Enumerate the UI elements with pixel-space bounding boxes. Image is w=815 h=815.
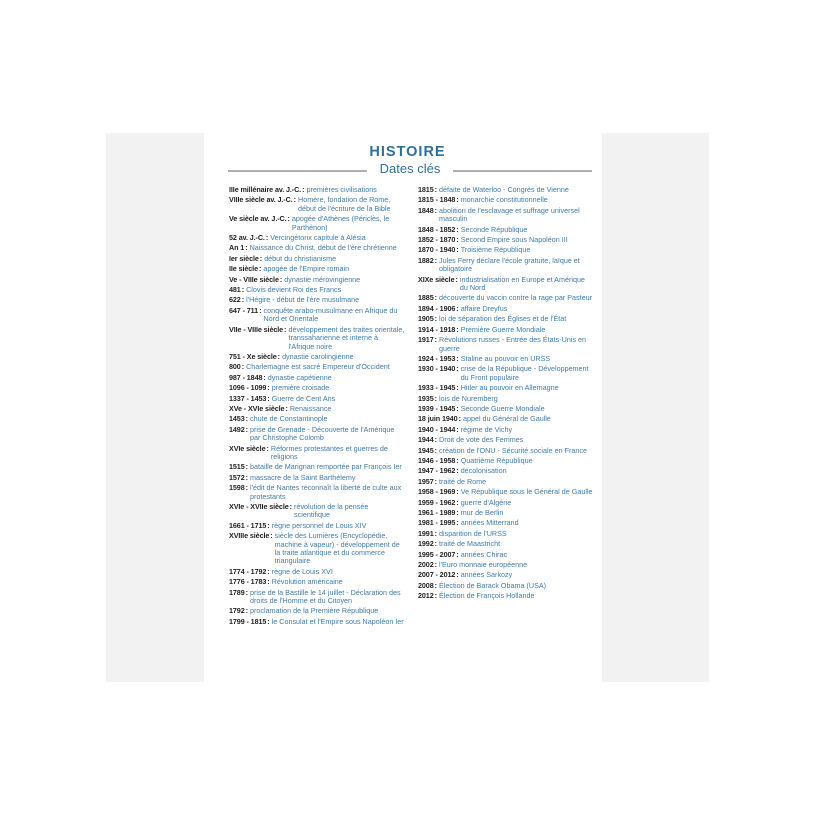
entry-separator: :	[456, 235, 459, 245]
entry-separator: :	[267, 393, 270, 403]
entry-description: Second Empire sous Napoléon III	[460, 235, 568, 245]
entry-separator: :	[266, 443, 269, 453]
entry-separator: :	[434, 539, 437, 549]
entry-date: 1492	[229, 424, 245, 434]
entry-separator: :	[277, 351, 281, 361]
entry-date: XVIe siècle	[229, 443, 266, 453]
entry-description: bataille de Marignan remportée par François Ier	[250, 462, 402, 472]
timeline-entry	[418, 246, 594, 254]
entry-description: affaire Dreyfus	[460, 303, 508, 313]
timeline-entry	[418, 207, 594, 224]
timeline-entry	[229, 522, 405, 530]
entry-separator: :	[456, 245, 459, 255]
entry-date: 1939 - 1945	[418, 403, 456, 413]
entry-date: 1957	[418, 476, 434, 486]
timeline-entry	[418, 276, 594, 293]
entry-separator: :	[434, 528, 437, 538]
entry-description: crise de la République - Développement du Front populaire	[460, 364, 589, 382]
entry-date: 1661 - 1715	[229, 520, 267, 530]
timeline-entry	[229, 255, 405, 263]
entry-separator: :	[434, 255, 437, 265]
entry-date: 1992	[418, 539, 434, 549]
timeline-entry	[229, 415, 405, 423]
entry-separator: :	[267, 520, 270, 530]
divider-right	[453, 170, 592, 172]
entry-description: appel du Général de Gaulle	[462, 414, 551, 424]
entry-description: traité de Maastricht	[439, 539, 501, 549]
timeline-entry	[229, 265, 405, 273]
timeline-entry	[418, 315, 594, 323]
entry-description: premières civilisations	[306, 185, 377, 194]
entry-description: première croisade	[271, 383, 330, 393]
entry-description: règne de Louis XVI	[271, 566, 333, 576]
entry-description: dynastie mérovingienne	[284, 274, 361, 284]
entry-date: 1981 - 1995	[418, 518, 456, 528]
entry-date: IIe siècle	[229, 264, 258, 274]
entry-date: 1598	[229, 483, 245, 493]
timeline-entry	[229, 384, 405, 392]
entry-separator: :	[458, 414, 461, 424]
timeline-entry	[418, 405, 594, 413]
entry-description: décolonisation	[460, 466, 507, 476]
timeline-entry	[229, 503, 405, 520]
entry-separator: :	[241, 285, 245, 295]
entry-separator: :	[245, 414, 248, 424]
timeline-entry	[418, 365, 594, 382]
entry-date: 1961 - 1989	[418, 508, 456, 517]
timeline-entry	[418, 561, 594, 569]
entry-description: découverte du vaccin contre la rage par Pasteur	[439, 293, 593, 303]
entry-description: création de l'ONU - Sécurité sociale en France	[439, 445, 587, 455]
timeline-entry	[229, 186, 405, 194]
entry-description: traité de Rome	[439, 476, 487, 486]
entry-date: 1945	[418, 445, 434, 455]
entry-date: 1885	[418, 293, 434, 303]
timeline-entry	[229, 363, 405, 371]
entry-description: l'Hégire - début de l'ère musulmane	[246, 295, 360, 305]
entry-separator: :	[456, 570, 459, 580]
entry-separator: :	[434, 580, 437, 590]
timeline-entry	[229, 578, 405, 586]
entry-date: 1453	[229, 414, 245, 424]
entry-separator: :	[434, 591, 437, 601]
entry-date: 1799 - 1815	[229, 616, 267, 626]
entry-separator: :	[267, 577, 270, 587]
entry-description: développement des traites orientale, transsaharienne et interne à l'Afrique noire	[288, 324, 405, 351]
divider-left	[228, 170, 367, 172]
entry-date: Ve - VIIIe siècle	[229, 274, 279, 284]
entry-separator: :	[434, 185, 437, 194]
entry-date: 1959 - 1962	[418, 497, 456, 507]
entry-date: 2002	[418, 560, 434, 570]
entry-date: 52 av. J.-C.	[229, 233, 265, 243]
entry-separator: :	[456, 518, 459, 528]
entry-date: 647 - 711	[229, 305, 259, 315]
timeline-entry	[418, 478, 594, 486]
entry-date: 1882	[418, 255, 434, 265]
timeline-entry	[418, 326, 594, 334]
entry-date: 1947 - 1962	[418, 466, 456, 476]
entry-date: 1917	[418, 335, 434, 345]
timeline-entry	[418, 488, 594, 496]
entry-description: dynastie carolingienne	[282, 351, 354, 361]
timeline-entry	[229, 353, 405, 361]
entry-date: 2008	[418, 580, 434, 590]
entry-separator: :	[241, 295, 245, 305]
entry-description: régime de Vichy	[460, 424, 513, 434]
entry-separator: :	[434, 205, 437, 215]
timeline-entry	[229, 326, 405, 351]
entry-separator: :	[456, 324, 459, 334]
timeline-entry	[418, 355, 594, 363]
entry-description: Élection de Barack Obama (USA)	[439, 580, 547, 590]
entry-date: 1096 - 1099	[229, 383, 267, 393]
entry-date: An 1	[229, 243, 245, 253]
entry-date: 1924 - 1953	[418, 353, 456, 363]
subtitle-row	[228, 162, 592, 178]
timeline-entry	[418, 447, 594, 455]
timeline-entry	[418, 519, 594, 527]
entry-separator: :	[265, 233, 269, 243]
timeline-left-column	[229, 186, 405, 628]
entry-description: Révolutions russes - Entrée des États-Unis en guerre	[439, 335, 587, 353]
entry-description: Hitler au pouvoir en Allemagne	[460, 383, 559, 393]
entry-separator: :	[289, 502, 293, 511]
timeline-entry	[418, 236, 594, 244]
entry-description: Naissance du Christ, début de l'ère chrétienne	[249, 243, 397, 253]
entry-description: années Chirac	[460, 549, 508, 559]
entry-date: VIIe - VIIIe siècle	[229, 324, 284, 334]
entry-date: 1815 - 1848	[418, 195, 456, 205]
entry-description: chute de Constantinople	[250, 414, 328, 424]
entry-description: défaite de Waterloo - Congrès de Vienne	[439, 185, 569, 194]
entry-date: 1905	[418, 314, 434, 324]
entry-separator: :	[456, 195, 459, 205]
entry-date: 1935	[418, 393, 434, 403]
entry-date: 622	[229, 295, 241, 305]
entry-separator: :	[434, 314, 437, 324]
entry-date: 1995 - 2007	[418, 549, 456, 559]
entry-description: Élection de François Hollande	[439, 591, 535, 601]
entry-description: loi de séparation des Églises et de l'État	[439, 314, 567, 324]
entry-description: monarchie constitutionnelle	[460, 195, 548, 205]
timeline-entry	[229, 618, 405, 626]
entry-description: Homère, fondation de Rome, début de l'écriture de la Bible	[298, 195, 391, 213]
timeline-entry	[229, 426, 405, 443]
entry-description: guerre d'Algérie	[460, 497, 512, 507]
entry-description: Troisième République	[460, 245, 531, 255]
entry-description: Charlemagne est sacré Empereur d'Occident	[246, 362, 390, 372]
entry-separator: :	[456, 403, 459, 413]
entry-separator: :	[241, 362, 245, 372]
timeline-entry	[229, 463, 405, 471]
entry-description: lois de Nuremberg	[439, 393, 498, 403]
timeline-entry	[418, 395, 594, 403]
timeline-entry	[229, 215, 405, 232]
entry-separator: :	[245, 462, 248, 472]
entry-separator: :	[263, 372, 266, 382]
timeline-entry	[418, 384, 594, 392]
entry-separator: :	[267, 616, 270, 626]
timeline-entry	[418, 540, 594, 548]
entry-description: massacre de la Saint Barthélemy	[250, 472, 356, 482]
entry-description: abolition de l'esclavage et suffrage universel masculin	[439, 205, 580, 224]
entry-description: révolution de la pensée scientifique	[294, 502, 369, 520]
entry-separator: :	[285, 403, 288, 413]
timeline-entry	[418, 426, 594, 434]
timeline-entry	[418, 467, 594, 475]
entry-separator: :	[456, 424, 459, 434]
page-subtitle: Dates clés	[379, 161, 441, 176]
entry-separator: :	[259, 253, 263, 263]
entry-description: Clovis devient Roi des Francs	[246, 285, 342, 295]
timeline-entry	[229, 445, 405, 462]
timeline-entry	[418, 457, 594, 465]
timeline-entry	[229, 607, 405, 615]
entry-description: Ve République sous le Général de Gaulle	[460, 487, 593, 497]
entry-separator: :	[434, 560, 437, 570]
entry-description: siècle des Lumières (Encyclopédie, machine à vapeur) - développement de la traite atlantique et du commerce triangulaire	[274, 531, 400, 566]
timeline-entry	[418, 592, 594, 600]
entry-description: Staline au pouvoir en URSS	[460, 353, 551, 363]
entry-date: 1991	[418, 528, 434, 538]
entry-description: prise de Grenade - Découverte de l'Amérique par Christophe Colomb	[250, 424, 395, 443]
entry-separator: :	[302, 185, 305, 194]
entry-date: 1848 - 1852	[418, 224, 456, 234]
entry-date: 1815	[418, 185, 434, 194]
timeline-entry	[229, 589, 405, 606]
entry-date: 1914 - 1918	[418, 324, 456, 334]
entry-separator: :	[434, 476, 437, 486]
timeline-entry	[229, 568, 405, 576]
timeline-entry	[418, 336, 594, 353]
timeline-entry	[418, 226, 594, 234]
timeline-entry	[229, 244, 405, 252]
entry-date: 1852 - 1870	[418, 235, 456, 245]
entry-separator: :	[284, 324, 287, 334]
timeline-entry	[418, 551, 594, 559]
entry-date: Ve siècle av. J.-C.	[229, 214, 287, 224]
entry-date: 1870 - 1940	[418, 245, 456, 255]
entry-separator: :	[245, 606, 248, 616]
entry-separator: :	[455, 274, 458, 284]
entry-date: 1946 - 1958	[418, 455, 456, 465]
entry-date: VIIIe siècle av. J.-C.	[229, 195, 293, 205]
entry-separator: :	[456, 455, 459, 465]
entry-date: 1337 - 1453	[229, 393, 267, 403]
entry-description: début du christianisme	[264, 253, 337, 263]
entry-separator: :	[287, 214, 290, 224]
timeline-entry	[418, 305, 594, 313]
entry-description: proclamation de la Première République	[250, 606, 379, 616]
timeline-entry	[418, 582, 594, 590]
entry-separator: :	[245, 424, 248, 434]
entry-date: 1572	[229, 472, 245, 482]
entry-separator: :	[258, 264, 262, 274]
entry-date: 987 - 1848	[229, 372, 263, 382]
entry-separator: :	[245, 472, 248, 482]
entry-date: Ier siècle	[229, 253, 259, 263]
entry-date: 2012	[418, 591, 434, 601]
entry-date: XVIe - XVIIe siècle	[229, 502, 289, 511]
entry-date: 1774 - 1792	[229, 566, 267, 576]
entry-description: Droit de vote des Femmes	[439, 435, 524, 445]
timeline-entry	[229, 405, 405, 413]
entry-description: dynastie capétienne	[267, 372, 332, 382]
timeline-entry	[418, 294, 594, 302]
entry-date: 1894 - 1906	[418, 303, 456, 313]
entry-date: 800	[229, 362, 241, 372]
entry-separator: :	[293, 195, 296, 205]
entry-description: Seconde Guerre Mondiale	[460, 403, 545, 413]
entry-separator: :	[267, 566, 270, 576]
entry-description: Guerre de Cent Ans	[271, 393, 336, 403]
entry-separator: :	[456, 224, 459, 234]
timeline-entry	[418, 509, 594, 517]
timeline-entry	[229, 296, 405, 304]
timeline-entry	[229, 374, 405, 382]
entry-description: Seconde République	[460, 224, 528, 234]
entry-description: mur de Berlin	[460, 508, 504, 517]
entry-description: Jules Ferry déclare l'école gratuite, laïque et obligatoire	[439, 255, 580, 274]
entry-description: industrialisation en Europe et Amérique du Nord	[459, 274, 585, 293]
entry-date: 751 - Xe siècle	[229, 351, 277, 361]
entry-separator: :	[434, 435, 437, 445]
timeline-entry	[229, 474, 405, 482]
entry-separator: :	[245, 483, 248, 493]
entry-date: 1792	[229, 606, 245, 616]
timeline-entry	[418, 499, 594, 507]
timeline-entry	[229, 276, 405, 284]
entry-description: années Mitterrand	[460, 518, 519, 528]
entry-separator: :	[434, 393, 437, 403]
entry-date: 1930 - 1940	[418, 364, 456, 374]
entry-separator: :	[456, 497, 459, 507]
entry-description: prise de la Bastille le 14 juillet - Déclaration des droits de l'Homme et du Citoyen	[250, 587, 401, 606]
entry-date: 1789	[229, 587, 245, 597]
timeline-entry	[229, 307, 405, 324]
entry-description: apogée d'Athènes (Périclès, le Parthénon)	[291, 214, 390, 232]
entry-description: conquête arabo-musulmane en Afrique du Nord et Orientale	[263, 305, 398, 324]
entry-date: 1944	[418, 435, 434, 445]
entry-description: apogée de l'Empire romain	[263, 264, 350, 274]
entry-date: 1848	[418, 205, 434, 215]
entry-separator: :	[434, 293, 437, 303]
timeline-entry	[229, 395, 405, 403]
entry-separator: :	[279, 274, 283, 284]
entry-separator: :	[456, 508, 459, 517]
entry-separator: :	[245, 587, 248, 597]
entry-description: Vercingétorix capitule à Alésia	[270, 233, 366, 243]
entry-date: 481	[229, 285, 241, 295]
timeline-entry	[418, 436, 594, 444]
entry-description: Réformes protestantes et guerres de religions	[270, 443, 388, 461]
timeline-entry	[418, 196, 594, 204]
entry-separator: :	[456, 549, 459, 559]
entry-separator: :	[259, 305, 262, 315]
entry-description: Quatrième République	[460, 455, 533, 465]
timeline-entry	[229, 532, 405, 566]
timeline-entry	[229, 196, 405, 213]
entry-date: 1515	[229, 462, 245, 472]
entry-separator: :	[434, 445, 437, 455]
entry-separator: :	[456, 353, 459, 363]
entry-description: années Sarkozy	[460, 570, 513, 580]
entry-date: 1776 - 1783	[229, 577, 267, 587]
entry-description: l'Euro monnaie européenne	[439, 560, 528, 570]
timeline-entry	[418, 186, 594, 194]
timeline-entry	[229, 484, 405, 501]
timeline-right-column	[418, 186, 594, 603]
entry-separator: :	[456, 487, 459, 497]
entry-description: le Consulat et l'Empire sous Napoléon Ier	[271, 616, 404, 626]
page-title: HISTOIRE	[369, 144, 446, 160]
entry-date: XVe - XVIe siècle	[229, 403, 285, 413]
entry-description: Renaissance	[289, 403, 332, 413]
timeline-entry	[229, 286, 405, 294]
entry-date: 1940 - 1944	[418, 424, 456, 434]
entry-separator: :	[267, 383, 270, 393]
timeline-entry	[418, 257, 594, 274]
timeline-entry	[418, 415, 594, 423]
entry-date: 18 juin 1940	[418, 414, 458, 424]
entry-separator: :	[456, 466, 459, 476]
entry-separator: :	[434, 335, 437, 345]
entry-date: XIXe siècle	[418, 274, 455, 284]
entry-date: IIIe millénaire av. J.-C.	[229, 185, 302, 194]
entry-description: Révolution américaine	[271, 577, 343, 587]
entry-separator: :	[245, 243, 248, 253]
entry-description: règne personnel de Louis XIV	[271, 520, 367, 530]
entry-separator: :	[456, 383, 459, 393]
timeline-entry	[229, 234, 405, 242]
timeline-entry	[418, 571, 594, 579]
timeline-entry	[418, 530, 594, 538]
entry-separator: :	[456, 364, 459, 374]
entry-date: 2007 - 2012	[418, 570, 456, 580]
entry-description: disparition de l'URSS	[439, 528, 507, 538]
entry-date: XVIIIe siècle	[229, 531, 270, 541]
entry-description: l'édit de Nantes reconnaît la liberté de culte aux protestants	[250, 483, 402, 501]
entry-description: Première Guerre Mondiale	[460, 324, 546, 334]
entry-date: 1933 - 1945	[418, 383, 456, 393]
entry-separator: :	[270, 531, 273, 541]
entry-date: 1958 - 1969	[418, 487, 456, 497]
entry-separator: :	[456, 303, 459, 313]
